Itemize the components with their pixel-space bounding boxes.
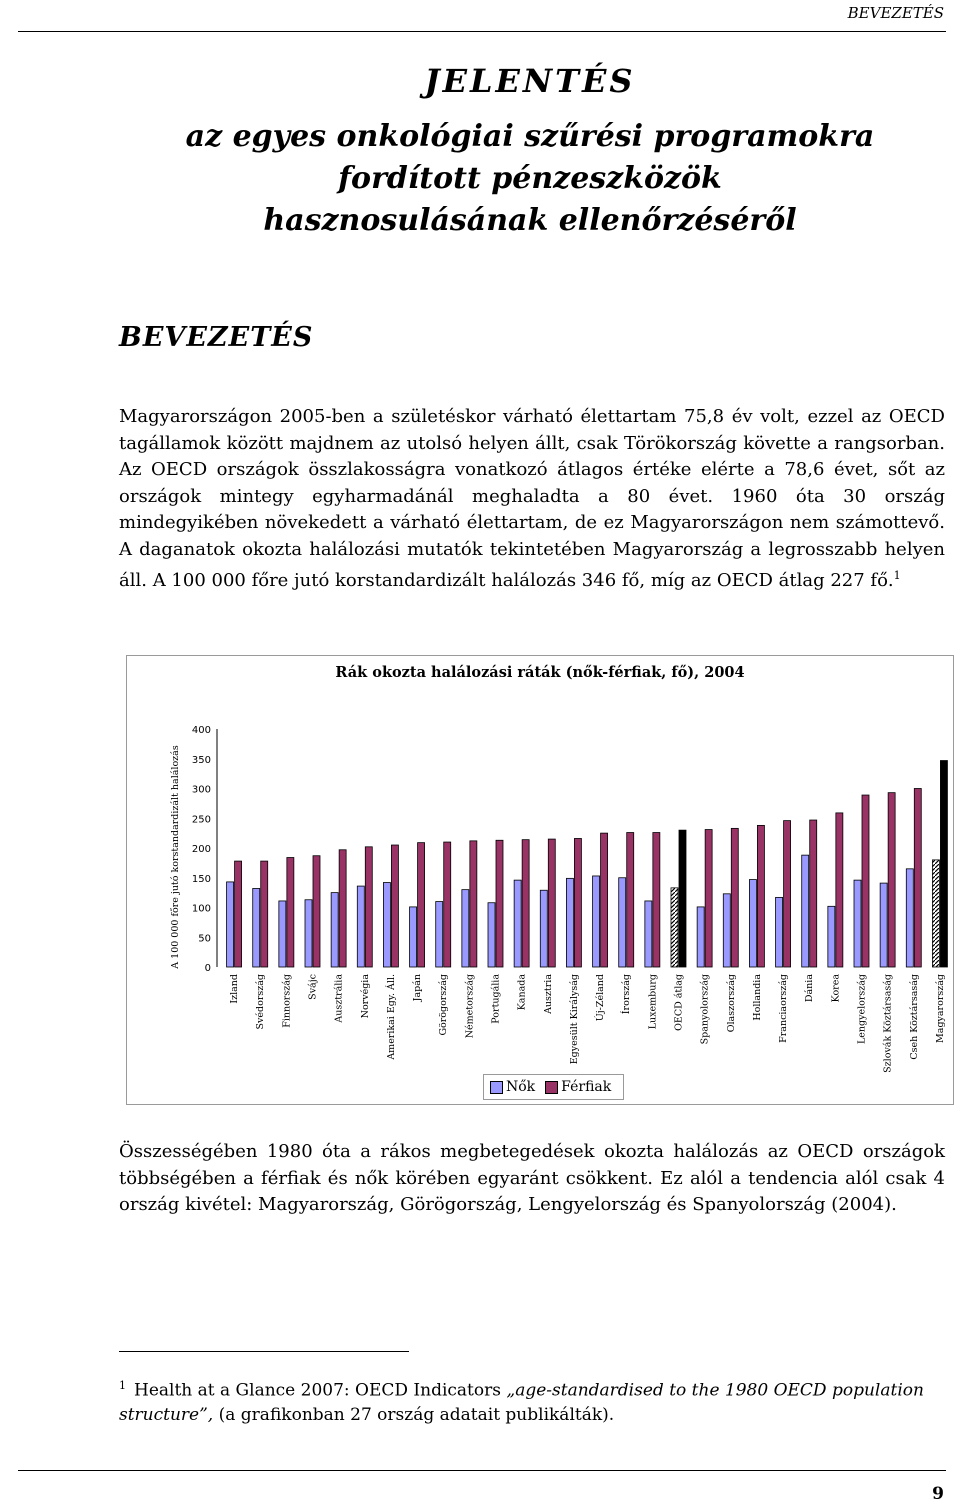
footnote — [119, 1374, 945, 1427]
legend-label-men: Férfiak — [561, 1079, 612, 1095]
bar-women — [932, 860, 939, 967]
footnote-tail-text: (a grafikonban 27 ország adatait publikálták). — [213, 1404, 615, 1425]
intro-text: Magyarországon 2005-ben a születéskor várható élettartam 75,8 év volt, ezzel az OECD tagállamok között majdnem az utolsó helyen állt, csak Törökország követte a rangsorban. Az OECD országok összlakosságra vonatkozó átlagos értéke elérte a 78,6 évet, sőt az országok mintegy egyharmadánál meghaladta a 80 évet. 1960 óta 30 ország mindegyikében növekedett a várható élettartam, de ez Magyarországon nem számottevő. A daganatok okozta halálozási mutatók tekintetében Magyarország a legrosszabb helyen áll. A 100 000 főre jutó korstandardizált halálozás 346 fő, míg az OECD átlag 227 fő. — [119, 406, 945, 591]
x-tick-label: Hollandia — [751, 974, 763, 1021]
bar-men — [940, 761, 947, 967]
bar-men — [235, 861, 242, 967]
bar-women — [697, 907, 704, 967]
y-axis-label: A 100 000 főre jutó korstandardizált halálozás — [170, 745, 181, 969]
bar-women — [906, 869, 913, 967]
bar-men — [391, 845, 398, 967]
bar-men — [365, 847, 372, 967]
chart-title: Rák okozta halálozási ráták (nők-férfiak, fő), 2004 — [335, 664, 745, 681]
x-tick-label: Dánia — [804, 974, 816, 1003]
bar-women — [383, 883, 390, 967]
bar-men — [470, 841, 477, 967]
bar-men — [339, 850, 346, 967]
bar-men — [601, 833, 608, 967]
summary-paragraph: Összességében 1980 óta a rákos megbetegedések okozta halálozás az OECD országok többségében a férfiak és nők körében egyaránt csökkent. Ez alól a tendencia alól csak 4 ország kivétel: Magyarország, Görögország, Lengyelország és Spanyolország (2004). — [119, 1141, 945, 1215]
bar-men — [444, 842, 451, 967]
y-tick-label: 0 — [204, 963, 211, 974]
bar-women — [619, 878, 626, 967]
bar-men — [418, 843, 425, 967]
report-subtitle — [100, 116, 960, 242]
y-tick-label: 150 — [191, 873, 211, 885]
x-tick-label: Olaszország — [725, 974, 737, 1033]
bar-men — [496, 840, 503, 967]
x-tick-label: Szlovák Köztársaság — [882, 974, 894, 1073]
x-tick-label: Norvégia — [359, 974, 371, 1019]
footnote-divider — [119, 1351, 409, 1352]
legend-item-women — [490, 1079, 535, 1095]
x-tick-label: Svédország — [255, 974, 267, 1030]
bar-men — [731, 828, 738, 967]
bar-women — [566, 878, 573, 967]
bar-women — [436, 902, 443, 967]
x-tick-label: Ausztria — [542, 974, 554, 1014]
bar-men — [522, 840, 529, 967]
x-tick-label: Új-Zéland — [595, 974, 607, 1022]
mortality-chart — [126, 655, 954, 1105]
x-tick-label: Korea — [830, 974, 842, 1003]
bar-women — [671, 888, 678, 967]
bar-women — [462, 890, 469, 967]
x-tick-label: Amerikai Egy. Áll. — [385, 974, 397, 1060]
x-tick-label: Franciaország — [778, 974, 790, 1043]
y-tick-label: 400 — [191, 725, 211, 736]
bar-women — [227, 882, 234, 967]
x-tick-label: Svájc — [307, 974, 319, 1000]
bar-women — [357, 886, 364, 967]
x-tick-label: Görögország — [438, 974, 450, 1036]
footnote-text: Health at a Glance 2007: OECD Indicators — [134, 1380, 507, 1401]
bar-women — [540, 890, 547, 967]
x-tick-label: Finnország — [281, 974, 293, 1028]
y-tick-label: 50 — [198, 933, 211, 945]
y-tick-label: 300 — [191, 784, 211, 796]
chart-legend — [483, 1074, 624, 1100]
bar-women — [749, 880, 756, 967]
x-tick-label: Egyesült Királyság — [568, 974, 580, 1065]
x-tick-label: Luxemburg — [647, 974, 659, 1030]
x-tick-label: Cseh Köztársaság — [908, 974, 920, 1060]
x-tick-label: Magyarország — [934, 974, 946, 1043]
bar-men — [574, 838, 581, 967]
bar-women — [488, 903, 495, 967]
bar-women — [645, 901, 652, 967]
bar-women — [410, 907, 417, 967]
x-tick-label: OECD átlag — [673, 974, 685, 1031]
bar-men — [888, 793, 895, 967]
bar-women — [331, 893, 338, 967]
report-title: JELENTÉS — [424, 62, 636, 100]
legend-label-women: Nők — [506, 1079, 536, 1095]
bar-women — [802, 855, 809, 967]
bar-women — [723, 894, 730, 967]
header-divider — [18, 31, 946, 32]
bar-women — [279, 901, 286, 967]
running-header: BEVEZETÉS — [847, 4, 944, 22]
bar-men — [836, 813, 843, 967]
bar-men — [810, 820, 817, 967]
page-number: 9 — [932, 1484, 944, 1504]
y-tick-label: 200 — [191, 844, 211, 855]
y-tick-label: 350 — [191, 754, 211, 766]
x-tick-label: Spanyolország — [699, 974, 711, 1045]
x-tick-label: Lengyelország — [856, 974, 868, 1045]
footnote-marker: 1 — [119, 1379, 126, 1392]
subtitle-line: hasznosulásának ellenőrzéséről — [263, 203, 797, 238]
x-tick-label: Izland — [229, 974, 241, 1004]
footer-divider — [18, 1470, 946, 1471]
y-tick-label: 250 — [191, 814, 211, 826]
subtitle-line: fordított pénzeszközök — [338, 161, 722, 196]
bar-men — [679, 830, 686, 967]
bar-women — [514, 880, 521, 967]
x-tick-label: Írország — [621, 974, 633, 1015]
subtitle-line: az egyes onkológiai szűrési programokra — [185, 119, 875, 154]
bar-men — [287, 858, 294, 967]
bar-women — [880, 883, 887, 967]
bar-men — [627, 833, 634, 967]
legend-item-men — [545, 1079, 611, 1095]
bar-men — [757, 825, 764, 967]
y-tick-label: 100 — [191, 903, 211, 915]
x-tick-label: Ausztrália — [333, 974, 345, 1023]
legend-swatch-men — [545, 1081, 558, 1094]
bar-women — [828, 906, 835, 967]
chart-canvas — [127, 656, 953, 1104]
footnote-italic-text: „age-standardised to the 1980 OECD population structure”, — [119, 1380, 924, 1425]
bar-women — [593, 876, 600, 967]
x-tick-label: Japán — [412, 974, 424, 1002]
bar-men — [653, 833, 660, 967]
bar-women — [305, 900, 312, 967]
x-tick-label: Németország — [464, 974, 476, 1039]
x-tick-label: Portugália — [490, 974, 502, 1024]
section-heading: BEVEZETÉS — [119, 322, 314, 353]
bar-men — [705, 830, 712, 967]
legend-swatch-women — [490, 1081, 503, 1094]
bar-women — [776, 897, 783, 967]
bar-women — [253, 888, 260, 967]
bar-women — [854, 880, 861, 967]
footnote-reference: 1 — [893, 569, 901, 582]
bar-men — [313, 856, 320, 967]
bar-men — [914, 789, 921, 968]
bar-men — [261, 861, 268, 967]
x-tick-label: Kanada — [516, 974, 528, 1011]
bar-men — [862, 795, 869, 967]
intro-paragraph — [119, 404, 945, 595]
bar-men — [548, 839, 555, 967]
bar-men — [784, 821, 791, 967]
